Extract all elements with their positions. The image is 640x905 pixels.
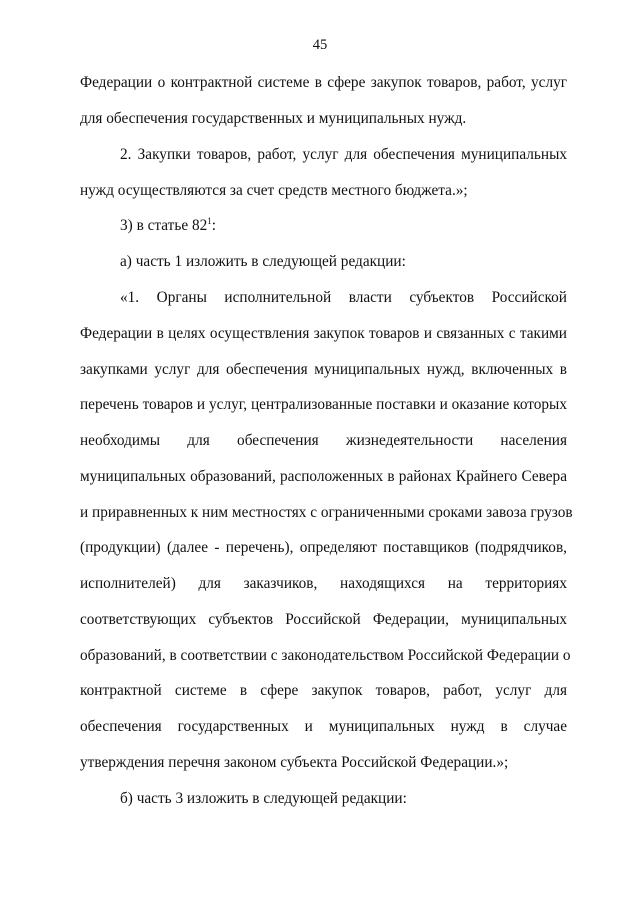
text-line: Федерации о контрактной системе в сфере закупок товаров, работ, услуг xyxy=(80,74,567,91)
text-line: необходимы для обеспечения жизнедеятельности населения xyxy=(80,432,567,449)
text-line: и приравненных к ним местностях с ограниченными сроками завоза грузов xyxy=(80,504,573,521)
superscript-index: 1 xyxy=(207,215,212,226)
list-item-subheading: а) часть 1 изложить в следующей редакции: xyxy=(120,253,406,270)
text-line: для обеспечения государственных и муниципальных нужд. xyxy=(80,110,467,127)
text-line: исполнителей) для заказчиков, находящихся на территориях xyxy=(80,575,567,592)
text-line: (продукции) (далее - перечень), определяют поставщиков (подрядчиков, xyxy=(80,539,567,556)
text-line: образований, в соответствии с законодательством Российской Федерации о xyxy=(80,647,571,664)
quoted-paragraph-first-line: «1. Органы исполнительной власти субъектов Российской xyxy=(120,289,567,306)
list-item-heading xyxy=(120,216,216,236)
text-line: контрактной системе в сфере закупок товаров, работ, услуг для xyxy=(80,682,567,699)
list-item-subheading: б) часть 3 изложить в следующей редакции: xyxy=(120,790,407,807)
text-line: нужд осуществляются за счет средств местного бюджета.»; xyxy=(80,182,468,199)
paragraph-first-line: 2. Закупки товаров, работ, услуг для обеспечения муниципальных xyxy=(120,146,567,163)
page-number: 45 xyxy=(312,37,328,53)
text-line: утверждения перечня законом субъекта Российской Федерации.»; xyxy=(80,754,509,771)
text-line: Федерации в целях осуществления закупок товаров и связанных с такими xyxy=(80,325,567,342)
colon: : xyxy=(211,217,216,234)
article-reference: 3) в статье 82 xyxy=(120,217,208,234)
text-line: соответствующих субъектов Российской Федерации, муниципальных xyxy=(80,611,567,628)
text-line: перечень товаров и услуг, централизованные поставки и оказание которых xyxy=(80,396,567,413)
text-line: муниципальных образований, расположенных в районах Крайнего Севера xyxy=(80,468,567,485)
text-line: закупками услуг для обеспечения муниципальных нужд, включенных в xyxy=(80,361,567,378)
text-line: обеспечения государственных и муниципальных нужд в случае xyxy=(80,718,567,735)
